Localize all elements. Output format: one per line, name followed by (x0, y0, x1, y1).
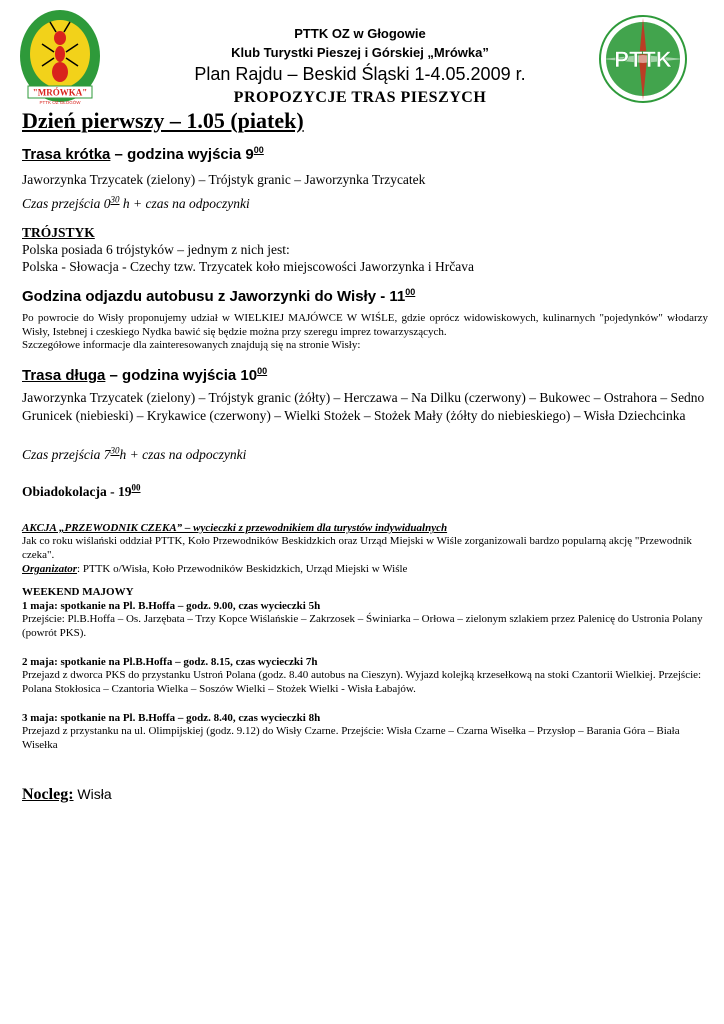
short-route-time: Czas przejścia $0^{30}$ h + czas na odpoczynki (22, 194, 250, 211)
accommodation: Nocleg: Wisła (22, 786, 112, 803)
trojstyk-heading: TRÓJSTYK (22, 225, 95, 240)
rally-plan-title: Plan Rajdu – Beskid Śląski 1-4.05.2009 r. (194, 64, 526, 84)
long-route-time: Czas przejścia $7^{30}h$ + czas na odpoczynki (22, 445, 247, 462)
wisla-info-note: Szczegółowe informacje dla zainteresowanych znajdują się na stronie Wisły: (22, 339, 361, 351)
may-2-description: Przejazd z dworca PKS do przystanku Ustroń Polana (godz. 8.40 autobus na Cieszyn). Wyjazd kolejką krzesełkową na stoki Czantorii Wielkiej. Przejście: Polana Stokłosica – Czantoria Wielka – Soszów Wielki – Stożek Wielki - Wisła Łabajów. (22, 669, 702, 695)
may-1-description: Przejście: Pl.B.Hoffa – Os. Jarzębata – Trzy Kopce Wiślańskie – Zakrzosek – Świniarka – Orłowa – zielonym szlakiem przez Palenicę do Ustronia Polany (powrót PKS). (22, 613, 703, 639)
org-name: PTTK OZ w Głogowie (294, 26, 426, 41)
day-one-title: Dzień pierwszy – 1.05 (piatek) (22, 108, 304, 133)
akcja-title: AKCJA „PRZEWODNIK CZEKA” – wycieczki z przewodnikiem dla turystów indywidualnych (22, 522, 448, 534)
may-2-heading: 2 maja: spotkanie na Pl.B.Hoffa – godz. 8.15, czas wycieczki 7h (22, 656, 318, 668)
trojstyk-line-2: Polska - Słowacja - Czechy tzw. Trzycatek koło miejscowości Jaworzynka i Hrčava (22, 259, 474, 274)
club-name: Klub Turystki Pieszej i Górskiej „Mrówka” (231, 45, 489, 60)
svg-text:PTTK OZ GŁOGÓW: PTTK OZ GŁOGÓW (39, 100, 81, 105)
short-route-description: Jaworzynka Trzycatek (zielony) – Trójstyk granic – Jaworzynka Trzycatek (22, 172, 426, 187)
bus-departure-heading: Godzina odjazdu autobusu z Jaworzynki do Wisły - $11^{00}$ (22, 287, 416, 305)
may-3-heading: 3 maja: spotkanie na Pl. B.Hoffa – godz. 8.40, czas wycieczki 8h (22, 712, 321, 724)
majowka-info: Po powrocie do Wisły proponujemy udział w WIELKIEJ MAJÓWCE W WIŚLE, gdzie oprócz widowiskowych, kulinarnych "pojedynków" włodarzy Wisły, Istebnej i czeskiego Nydka bawić się będzie można przy szeregu imprez towarzyszących. (22, 312, 708, 338)
svg-text:"MRÓWKA": "MRÓWKA" (32, 87, 88, 98)
routes-heading: PROPOZYCJE TRAS PIESZYCH (233, 89, 487, 106)
pttk-logo (598, 14, 688, 104)
dinner-time: Obiadokolacja - $19^{00}$ (22, 482, 141, 499)
akcja-organizer: Organizator: PTTK o/Wisła, Koło Przewodników Beskidzkich, Urząd Miejski w Wiśle (22, 563, 408, 575)
svg-text:PTTK: PTTK (614, 47, 672, 72)
trojstyk-line-1: Polska posiada 6 trójstyków – jednym z nich jest: (22, 242, 290, 257)
may-1-heading: 1 maja: spotkanie na Pl. B.Hoffa – godz. 9.00, czas wycieczki 5h (22, 600, 321, 612)
akcja-description: Jak co roku wiślański oddział PTTK, Koło Przewodników Beskidzkich oraz Urząd Miejski w Wiśle zorganizowali bardzo popularną akcję "Przewodnik czeka". (22, 535, 692, 561)
may-3-description: Przejazd z przystanku na ul. Olimpijskiej (godz. 9.12) do Wisły Czarne. Przejście: Wisła Czarne – Czarna Wisełka – Przysłop – Barania Góra – Biała Wisełka (22, 725, 680, 751)
long-route-description: Jaworzynka Trzycatek (zielony) – Trójstyk granic (żółty) – Herczawa – Na Dilku (czerwony) – Bukowec – Ostrahora – Sedno Grunicek (niebieski) – Krykawice (czerwony) – Wielki Stożek – Stożek Mały (żółty do niebieskiego) – Wisła Dziechcinka (22, 390, 705, 423)
weekend-heading: WEEKEND MAJOWY (22, 586, 134, 598)
mrowka-club-logo (18, 8, 102, 108)
long-route-heading: Trasa długa – godzina wyjścia $10^{00}$ (22, 366, 268, 384)
short-route-heading: Trasa krótka – godzina wyjścia $9^{00}$ (22, 145, 264, 163)
